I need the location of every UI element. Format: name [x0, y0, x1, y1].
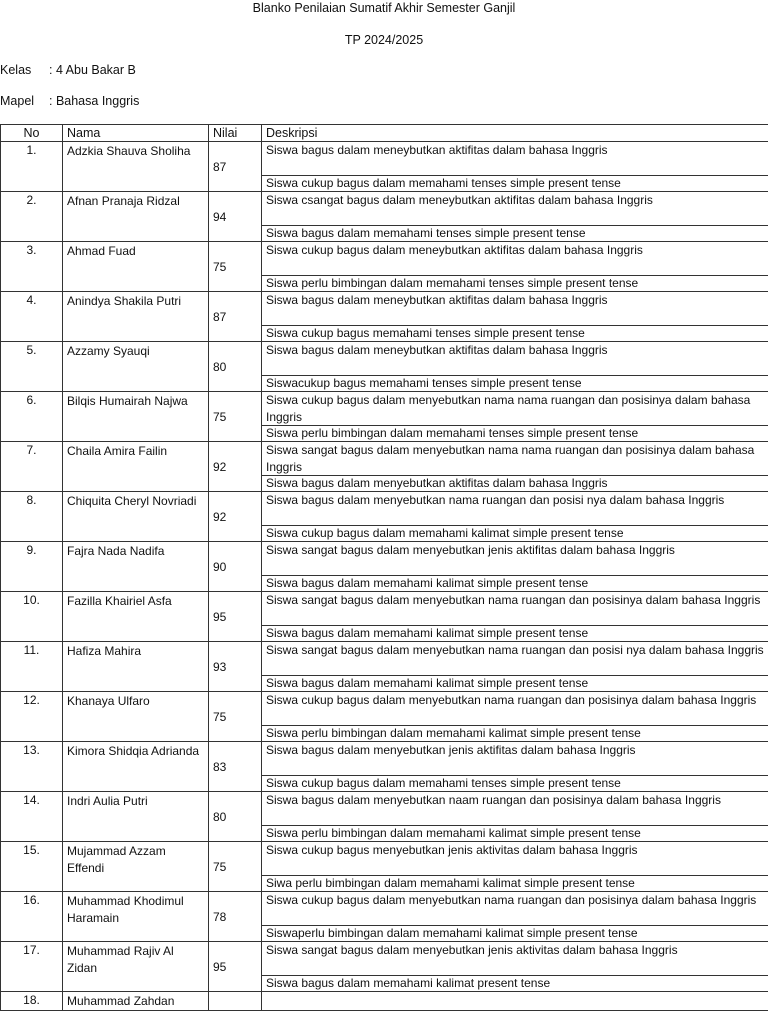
student-name: Hafiza Mahira [63, 642, 209, 692]
description-skill: Siswa bagus dalam menyebutkan nama ruangan dan posisi nya dalam bahasa Inggris [262, 492, 768, 526]
student-score: 75 [209, 692, 262, 742]
student-name: Chiquita Cheryl Novriadi [63, 492, 209, 542]
table-row [1, 992, 768, 1011]
description-grammar: Siswacukup bagus memahami tenses simple present tense [266, 376, 582, 390]
student-score: 87 [209, 292, 262, 342]
description-grammar: Siswa bagus dalam memahami kalimat simple present tense [266, 576, 589, 590]
row-number: 6. [1, 392, 63, 442]
description-skill: Siswa bagus dalam menyebutkan naam ruangan dan posisinya dalam bahasa Inggris [262, 792, 768, 826]
description-grammar: Siswa cukup bagus memahami tenses simple present tense [266, 326, 585, 340]
description-cell [262, 392, 768, 442]
student-score: 87 [209, 142, 262, 192]
mapel-label: Mapel [0, 94, 35, 108]
description-skill: Siswa sangat bagus dalam menyebutkan nama nama ruangan dan posisinya dalam bahasa Inggris [262, 442, 768, 476]
table-row [1, 192, 768, 242]
table-row [1, 792, 768, 842]
student-score: 95 [209, 942, 262, 992]
row-number: 13. [1, 742, 63, 792]
table-row [1, 692, 768, 742]
description-cell [262, 492, 768, 542]
description-cell [262, 942, 768, 992]
description-grammar: Siswa bagus dalam memahami kalimat simple present tense [266, 626, 589, 640]
row-number: 5. [1, 342, 63, 392]
student-score: 90 [209, 542, 262, 592]
description-cell [262, 792, 768, 842]
description-cell [262, 292, 768, 342]
student-score: 80 [209, 792, 262, 842]
table-row [1, 892, 768, 942]
row-number: 12. [1, 692, 63, 742]
description-grammar: Siswa perlu bimbingan dalam memahami kalimat simple present tense [266, 826, 641, 840]
row-number: 17. [1, 942, 63, 992]
row-number: 1. [1, 142, 63, 192]
student-name: Muhammad Zahdan [63, 992, 209, 1011]
kelas-value: : 4 Abu Bakar B [49, 63, 136, 77]
header-deskripsi: Deskripsi [262, 125, 768, 142]
row-number: 14. [1, 792, 63, 842]
school-year: TP 2024/2025 [344, 33, 424, 47]
row-number: 18. [1, 992, 63, 1011]
description-grammar: Siswa cukup bagus dalam memahami tenses simple present tense [266, 776, 621, 790]
description-cell [262, 892, 768, 942]
table-row [1, 542, 768, 592]
student-name: Adzkia Shauva Sholiha [63, 142, 209, 192]
student-name: Muhammad Khodimul Haramain [63, 892, 209, 942]
description-cell [262, 842, 768, 892]
description-cell [262, 442, 768, 492]
description-skill: Siswa bagus dalam meneybutkan aktifitas dalam bahasa Inggris [262, 342, 768, 376]
description-skill: Siswa cukup bagus dalam menyebutkan nama ruangan dan posisinya dalam bahasa Inggris [262, 892, 768, 926]
student-name: Azzamy Syauqi [63, 342, 209, 392]
description-cell [262, 142, 768, 192]
description-skill: Siswa bagus dalam meneybutkan aktifitas dalam bahasa Inggris [262, 292, 768, 326]
table-row [1, 742, 768, 792]
student-name: Indri Aulia Putri [63, 792, 209, 842]
description-grammar: Siswa bagus dalam menyebutkan aktifitas dalam bahasa Inggris [266, 476, 608, 490]
row-number: 4. [1, 292, 63, 342]
description-skill: Siswa cukup bagus dalam menyebutkan nama nama ruangan dan posisinya dalam bahasa Inggris [262, 392, 768, 426]
description-skill: Siswa bagus dalam meneybutkan aktifitas dalam bahasa Inggris [262, 142, 768, 176]
table-row [1, 142, 768, 192]
table-row [1, 842, 768, 892]
table-row [1, 642, 768, 692]
table-row [1, 342, 768, 392]
student-score: 92 [209, 442, 262, 492]
student-score: 94 [209, 192, 262, 242]
description-grammar: Siswa bagus dalam memahami kalimat present tense [266, 976, 551, 990]
student-score: 80 [209, 342, 262, 392]
student-name: Khanaya Ulfaro [63, 692, 209, 742]
table-row [1, 942, 768, 992]
table-row [1, 442, 768, 492]
description-cell [262, 992, 768, 1011]
description-skill: Siswa sangat bagus dalam menyebutkan jenis aktifitas dalam bahasa Inggris [262, 542, 768, 576]
row-number: 15. [1, 842, 63, 892]
description-grammar: Siswa bagus dalam memahami kalimat simple present tense [266, 676, 589, 690]
student-score: 75 [209, 392, 262, 442]
table-row [1, 492, 768, 542]
student-name: Anindya Shakila Putri [63, 292, 209, 342]
header-nama: Nama [63, 125, 209, 142]
row-number: 2. [1, 192, 63, 242]
table-row [1, 592, 768, 642]
description-cell [262, 242, 768, 292]
student-name: Ahmad Fuad [63, 242, 209, 292]
table-row [1, 242, 768, 292]
row-number: 3. [1, 242, 63, 292]
description-grammar: Siwa perlu bimbingan dalam memahami kalimat simple present tense [266, 876, 635, 890]
student-score: 93 [209, 642, 262, 692]
mapel-line [0, 94, 139, 108]
student-score: 75 [209, 242, 262, 292]
description-grammar: Siswaperlu bimbingan dalam memahami kalimat simple present tense [266, 926, 638, 940]
student-name: Fajra Nada Nadifa [63, 542, 209, 592]
table-header-row [1, 125, 768, 142]
document-title: Blanko Penilaian Sumatif Akhir Semester Ganjil [252, 1, 516, 15]
description-grammar: Siswa bagus dalam memahami tenses simple present tense [266, 226, 586, 240]
row-number: 9. [1, 542, 63, 592]
student-score: 95 [209, 592, 262, 642]
description-grammar [262, 993, 768, 1008]
header-no: No [1, 125, 63, 142]
description-cell [262, 692, 768, 742]
student-score: 75 [209, 842, 262, 892]
student-name: Mujammad Azzam Effendi [63, 842, 209, 892]
grades-table [0, 124, 768, 1011]
description-skill: Siswa csangat bagus dalam meneybutkan aktifitas dalam bahasa Inggris [262, 192, 768, 226]
description-cell [262, 192, 768, 242]
description-skill: Siswa sangat bagus dalam menyebutkan nama ruangan dan posisinya dalam bahasa Inggris [262, 592, 768, 626]
description-grammar: Siswa perlu bimbingan dalam memahami tenses simple present tense [266, 276, 639, 290]
description-cell [262, 542, 768, 592]
student-name: Chaila Amira Failin [63, 442, 209, 492]
kelas-label: Kelas [0, 63, 32, 77]
student-name: Afnan Pranaja Ridzal [63, 192, 209, 242]
description-skill: Siswa bagus dalam menyebutkan jenis aktifitas dalam bahasa Inggris [262, 742, 768, 776]
kelas-line [0, 63, 136, 77]
description-skill: Siswa sangat bagus dalam menyebutkan jenis aktivitas dalam bahasa Inggris [262, 942, 768, 976]
table-row [1, 392, 768, 442]
row-number: 8. [1, 492, 63, 542]
mapel-value: : Bahasa Inggris [49, 94, 140, 108]
table-row [1, 292, 768, 342]
student-name: Muhammad Rajiv Al Zidan [63, 942, 209, 992]
header-nilai: Nilai [209, 125, 262, 142]
description-grammar: Siswa cukup bagus dalam memahami tenses simple present tense [266, 176, 621, 190]
description-cell [262, 742, 768, 792]
row-number: 16. [1, 892, 63, 942]
student-score: 92 [209, 492, 262, 542]
description-skill: Siswa cukup bagus dalam meneybutkan aktifitas dalam bahasa Inggris [262, 242, 768, 276]
description-cell [262, 342, 768, 392]
student-score [209, 992, 262, 1011]
student-name: Fazilla Khairiel Asfa [63, 592, 209, 642]
row-number: 11. [1, 642, 63, 692]
table-body [1, 142, 768, 1011]
description-skill: Siswa cukup bagus menyebutkan jenis aktivitas dalam bahasa Inggris [262, 842, 768, 876]
description-cell [262, 642, 768, 692]
row-number: 7. [1, 442, 63, 492]
description-grammar: Siswa perlu bimbingan dalam memahami tenses simple present tense [266, 426, 639, 440]
description-skill: Siswa sangat bagus dalam menyebutkan nama ruangan dan posisi nya dalam bahasa Inggris [262, 642, 768, 676]
row-number: 10. [1, 592, 63, 642]
description-skill: Siswa cukup bagus dalam menyebutkan nama ruangan dan posisinya dalam bahasa Inggris [262, 692, 768, 726]
description-grammar: Siswa perlu bimbingan dalam memahami kalimat simple present tense [266, 726, 641, 740]
description-cell [262, 592, 768, 642]
description-grammar: Siswa cukup bagus dalam memahami kalimat simple present tense [266, 526, 624, 540]
student-score: 83 [209, 742, 262, 792]
student-name: Kimora Shidqia Adrianda [63, 742, 209, 792]
student-score: 78 [209, 892, 262, 942]
student-name: Bilqis Humairah Najwa [63, 392, 209, 442]
